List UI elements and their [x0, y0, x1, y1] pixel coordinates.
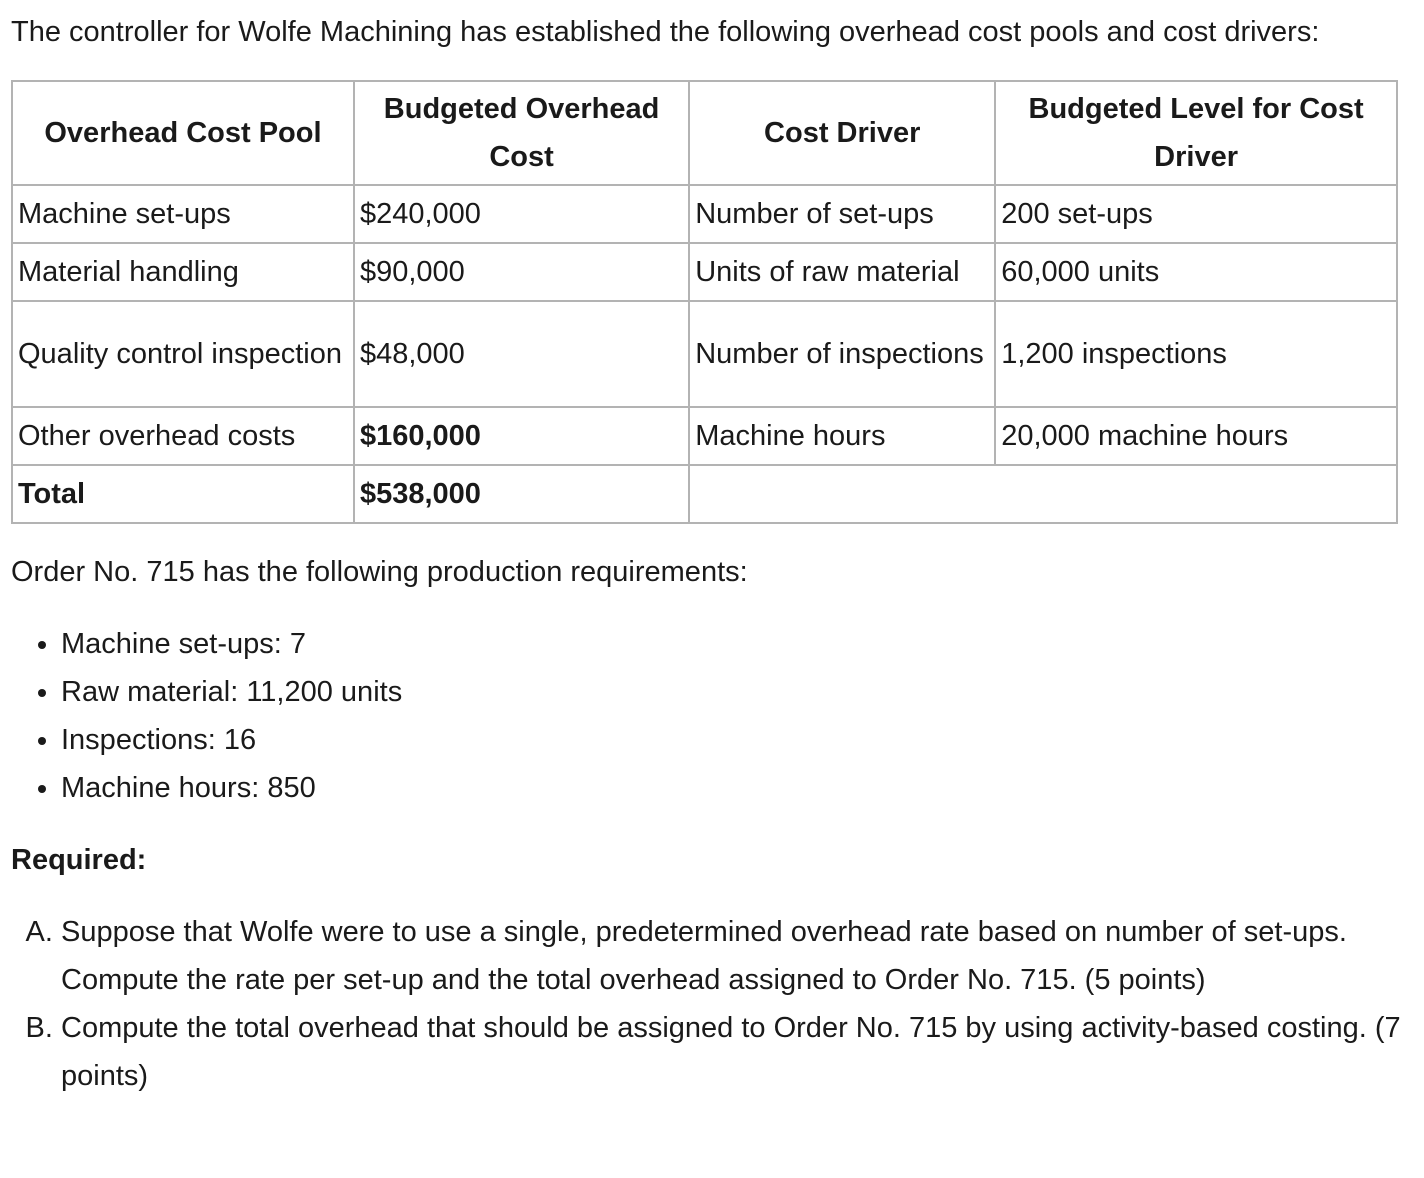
intro-paragraph: The controller for Wolfe Machining has established the following overhead cost pools and cost drivers:: [11, 16, 1320, 48]
cell-level: 1,200 inspections: [995, 301, 1397, 407]
cell-driver: Machine hours: [689, 407, 995, 465]
header-budgeted-level: Budgeted Level for Cost Driver: [995, 81, 1397, 185]
order-intro: Order No. 715 has the following production requirements:: [11, 556, 748, 588]
questions-list: [11, 908, 1412, 1100]
table-row: [12, 185, 1397, 243]
list-item: • Inspections: 16: [61, 716, 1412, 764]
table-header-row: [12, 81, 1397, 185]
cell-driver: Number of inspections: [689, 301, 995, 407]
cell-level: 20,000 machine hours: [995, 407, 1397, 465]
total-empty-cell: [689, 465, 1397, 523]
question-a: A. Suppose that Wolfe were to use a single, predetermined overhead rate based on number of set-ups. Compute the rate per set-up and the total overhead assigned to Order No. 715. (5 points): [61, 908, 1412, 1004]
list-item: • Machine set-ups: 7: [61, 620, 1412, 668]
header-cost-pool: Overhead Cost Pool: [12, 81, 354, 185]
total-label: Total: [12, 465, 354, 523]
requirements-list: [11, 620, 1412, 812]
cell-pool: Quality control inspection: [12, 301, 354, 407]
cell-pool: Machine set-ups: [12, 185, 354, 243]
cell-cost: $48,000: [354, 301, 689, 407]
list-item: • Machine hours: 850: [61, 764, 1412, 812]
cell-pool: Material handling: [12, 243, 354, 301]
cell-level: 200 set-ups: [995, 185, 1397, 243]
table-row: [12, 301, 1397, 407]
cell-cost: $240,000: [354, 185, 689, 243]
cell-level: 60,000 units: [995, 243, 1397, 301]
table-row: [12, 407, 1397, 465]
overhead-cost-table: [11, 80, 1398, 524]
total-cost: $538,000: [354, 465, 689, 523]
cell-pool: Other overhead costs: [12, 407, 354, 465]
table-row: [12, 243, 1397, 301]
cell-driver: Units of raw material: [689, 243, 995, 301]
header-cost-driver: Cost Driver: [689, 81, 995, 185]
required-heading: Required:: [11, 844, 147, 876]
cell-cost: $90,000: [354, 243, 689, 301]
question-b: B. Compute the total overhead that should be assigned to Order No. 715 by using activity-based costing. (7 points): [61, 1004, 1412, 1100]
list-item: • Raw material: 11,200 units: [61, 668, 1412, 716]
table-total-row: [12, 465, 1397, 523]
header-budgeted-cost: Budgeted Overhead Cost: [354, 81, 689, 185]
cell-cost: $160,000: [354, 407, 689, 465]
cell-driver: Number of set-ups: [689, 185, 995, 243]
